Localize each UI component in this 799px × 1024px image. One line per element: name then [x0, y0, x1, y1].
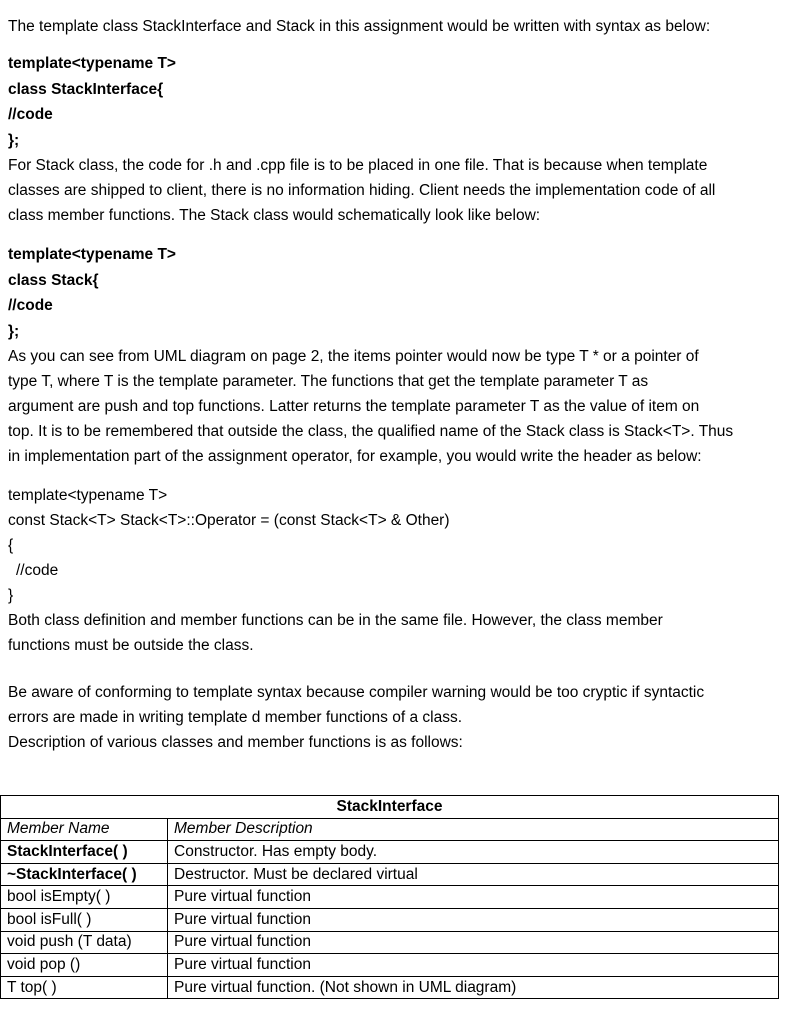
- table-row: [1, 954, 779, 977]
- paragraph-line: argument are push and top functions. Latter returns the template parameter T as the value of item on: [8, 398, 700, 415]
- paragraph-stack-file: [8, 153, 783, 228]
- code-line: template<typename T>: [8, 55, 176, 72]
- code-line: //code: [8, 297, 53, 314]
- column-header-name: Member Name: [1, 818, 168, 841]
- paragraph-line: Be aware of conforming to template syntax because compiler warning would be too cryptic if syntactic: [8, 684, 705, 701]
- code-line: const Stack<T> Stack<T>::Operator = (const Stack<T> & Other): [8, 512, 450, 529]
- member-name: StackInterface( ): [1, 841, 168, 864]
- paragraph-line: functions must be outside the class.: [8, 637, 254, 654]
- table-row: [1, 908, 779, 931]
- paragraph-line: class member functions. The Stack class would schematically look like below:: [8, 207, 541, 224]
- member-description: Pure virtual function: [168, 908, 779, 931]
- column-header-description: Member Description: [168, 818, 779, 841]
- stackinterface-table: [0, 795, 778, 999]
- paragraph-line: As you can see from UML diagram on page 2, the items pointer would now be type T * or a pointer of: [8, 348, 699, 365]
- document-body: [8, 14, 783, 755]
- code-line: };: [8, 131, 20, 149]
- code-line: //code: [8, 106, 53, 123]
- table-row: [1, 931, 779, 954]
- paragraph-line: Description of various classes and member functions is as follows:: [8, 734, 463, 751]
- code-line: class Stack{: [8, 271, 99, 289]
- member-name: void push (T data): [1, 931, 168, 954]
- paragraph-line: Both class definition and member functions can be in the same file. However, the class member: [8, 612, 663, 629]
- table-row: [1, 863, 779, 886]
- code-line: template<typename T>: [8, 246, 176, 263]
- member-name: void pop (): [1, 954, 168, 977]
- member-description: Pure virtual function: [168, 931, 779, 954]
- code-block-stackinterface: [8, 51, 783, 153]
- member-name: T top( ): [1, 976, 168, 999]
- paragraph-line: in implementation part of the assignment operator, for example, you would write the header as below:: [8, 448, 702, 465]
- code-block-stack: [8, 242, 783, 344]
- paragraph-line: classes are shipped to client, there is no information hiding. Client needs the implementation code of all: [8, 182, 716, 199]
- code-line: template<typename T>: [8, 487, 168, 504]
- paragraph-line: errors are made in writing template d member functions of a class.: [8, 709, 462, 726]
- code-line: //code: [16, 562, 59, 579]
- member-description: Pure virtual function: [168, 886, 779, 909]
- code-line: class StackInterface{: [8, 80, 164, 98]
- paragraph-line: top. It is to be remembered that outside the class, the qualified name of the Stack class is Stack<T>. Thus: [8, 423, 734, 440]
- member-description: Pure virtual function. (Not shown in UML diagram): [168, 976, 779, 999]
- paragraph-line: For Stack class, the code for .h and .cpp file is to be placed in one file. That is because when template: [8, 157, 708, 174]
- table-row: [1, 841, 779, 864]
- paragraph-same-file: [8, 608, 783, 658]
- paragraph-aware: [8, 680, 783, 755]
- member-description: Pure virtual function: [168, 954, 779, 977]
- code-line: {: [8, 537, 14, 554]
- code-block-operator: [8, 483, 783, 608]
- member-description: Destructor. Must be declared virtual: [168, 863, 779, 886]
- table-title: StackInterface: [1, 796, 779, 819]
- table-row: [1, 976, 779, 999]
- member-description: Constructor. Has empty body.: [168, 841, 779, 864]
- intro-paragraph: The template class StackInterface and Stack in this assignment would be written with syntax as below:: [8, 18, 711, 35]
- paragraph-line: type T, where T is the template parameter. The functions that get the template parameter T as: [8, 373, 649, 390]
- member-name: bool isFull( ): [1, 908, 168, 931]
- member-name: ~StackInterface( ): [1, 863, 168, 886]
- code-line: };: [8, 322, 20, 340]
- table-row: [1, 886, 779, 909]
- table-header-row: [1, 818, 779, 841]
- paragraph-uml: [8, 344, 783, 469]
- member-name: bool isEmpty( ): [1, 886, 168, 909]
- code-line: }: [8, 587, 14, 604]
